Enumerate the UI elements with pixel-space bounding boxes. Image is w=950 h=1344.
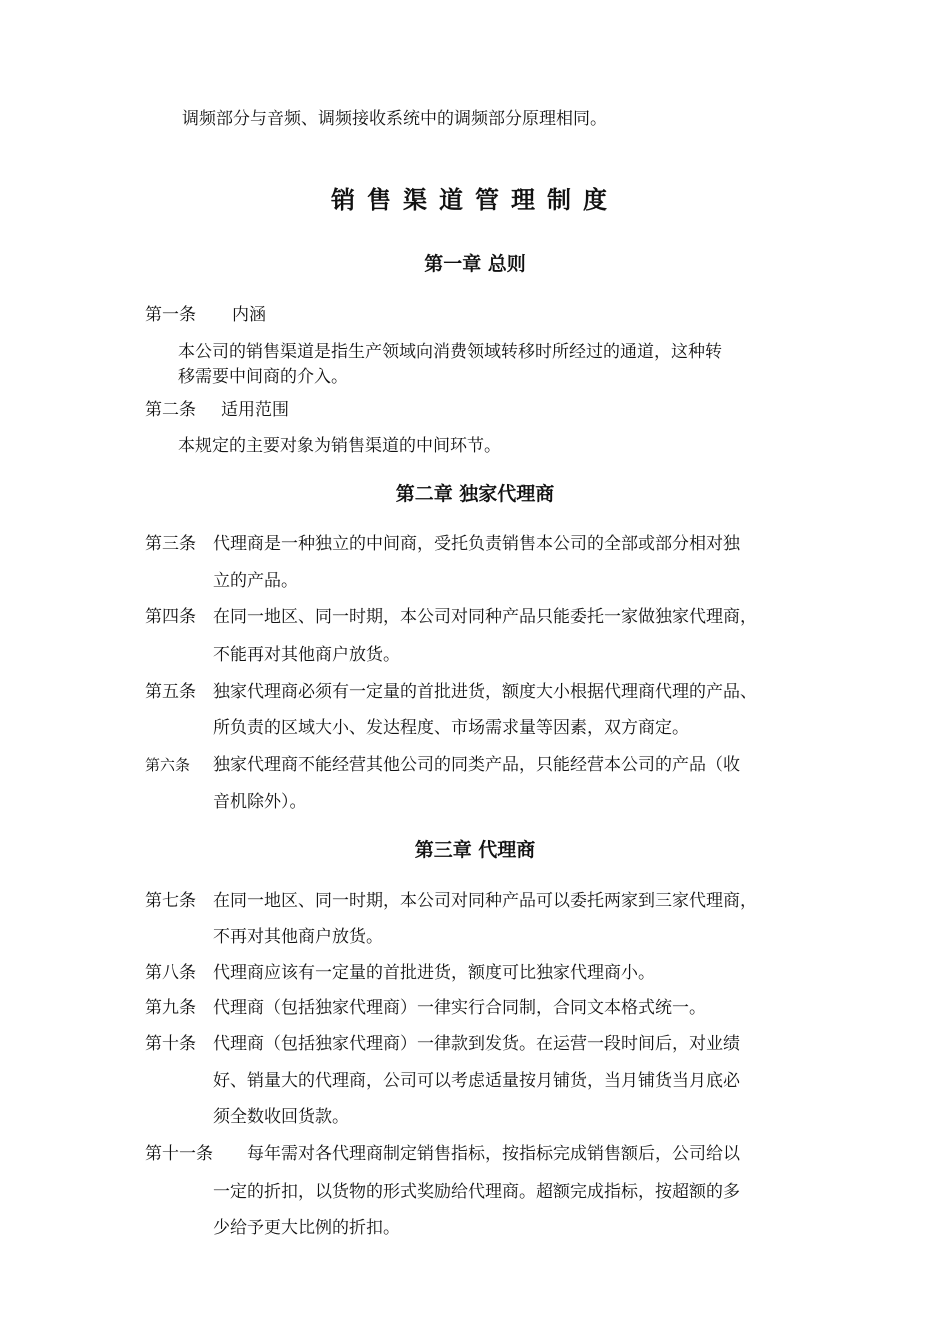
chapter-2-heading: 第二章 独家代理商 (395, 483, 555, 505)
document-title: 销售渠道管理制度 (331, 186, 619, 214)
article-4-line-2: 不能再对其他商户放货。 (213, 645, 400, 665)
article-10-line-1: 代理商（包括独家代理商）一律款到发货。在运营一段时间后，对业绩 (213, 1034, 740, 1054)
article-3-line-1: 代理商是一种独立的中间商，受托负责销售本公司的全部或部分相对独 (213, 534, 740, 554)
article-11-label: 第十一条 (145, 1144, 213, 1164)
article-6-line-2: 音机除外）。 (213, 792, 307, 812)
article-10-line-2: 好、销量大的代理商，公司可以考虑适量按月铺货，当月铺货当月底必 (213, 1071, 740, 1091)
article-2-label: 第二条 (145, 400, 196, 420)
article-11-line-1: 每年需对各代理商制定销售指标，按指标完成销售额后，公司给以 (247, 1144, 740, 1164)
intro-paragraph: 调频部分与音频、调频接收系统中的调频部分原理相同。 (182, 109, 607, 129)
article-6-label: 第六条 (145, 756, 191, 774)
chapter-3-heading: 第三章 代理商 (414, 839, 536, 861)
article-1-title: 内涵 (232, 305, 266, 325)
article-7-line-1: 在同一地区、同一时期，本公司对同种产品可以委托两家到三家代理商， (213, 891, 757, 911)
article-2-body-line-1: 本规定的主要对象为销售渠道的中间环节。 (178, 436, 501, 456)
article-7-label: 第七条 (145, 891, 196, 911)
chapter-1-heading: 第一章 总则 (424, 253, 526, 275)
article-9-line-1: 代理商（包括独家代理商）一律实行合同制，合同文本格式统一。 (213, 998, 706, 1018)
article-6-line-1: 独家代理商不能经营其他公司的同类产品，只能经营本公司的产品（收 (213, 755, 740, 775)
article-1-body-line-1: 本公司的销售渠道是指生产领域向消费领域转移时所经过的通道，这种转 (178, 342, 722, 362)
article-1-label: 第一条 (145, 305, 196, 325)
article-11-line-3: 少给予更大比例的折扣。 (213, 1218, 400, 1238)
article-3-line-2: 立的产品。 (213, 571, 298, 591)
article-4-label: 第四条 (145, 607, 196, 627)
article-5-line-2: 所负责的区域大小、发达程度、市场需求量等因素，双方商定。 (213, 718, 689, 738)
article-3-label: 第三条 (145, 534, 196, 554)
article-7-line-2: 不再对其他商户放货。 (213, 927, 383, 947)
article-8-line-1: 代理商应该有一定量的首批进货，额度可比独家代理商小。 (213, 963, 655, 983)
article-2-title: 适用范围 (221, 400, 289, 420)
article-10-label: 第十条 (145, 1034, 196, 1054)
article-5-line-1: 独家代理商必须有一定量的首批进货，额度大小根据代理商代理的产品、 (213, 682, 757, 702)
article-9-label: 第九条 (145, 998, 196, 1018)
article-8-label: 第八条 (145, 963, 196, 983)
article-10-line-3: 须全数收回货款。 (213, 1107, 349, 1127)
article-4-line-1: 在同一地区、同一时期，本公司对同种产品只能委托一家做独家代理商， (213, 607, 757, 627)
article-1-body-line-2: 移需要中间商的介入。 (178, 367, 348, 387)
article-5-label: 第五条 (145, 682, 196, 702)
article-11-line-2: 一定的折扣，以货物的形式奖励给代理商。超额完成指标，按超额的多 (213, 1182, 740, 1202)
